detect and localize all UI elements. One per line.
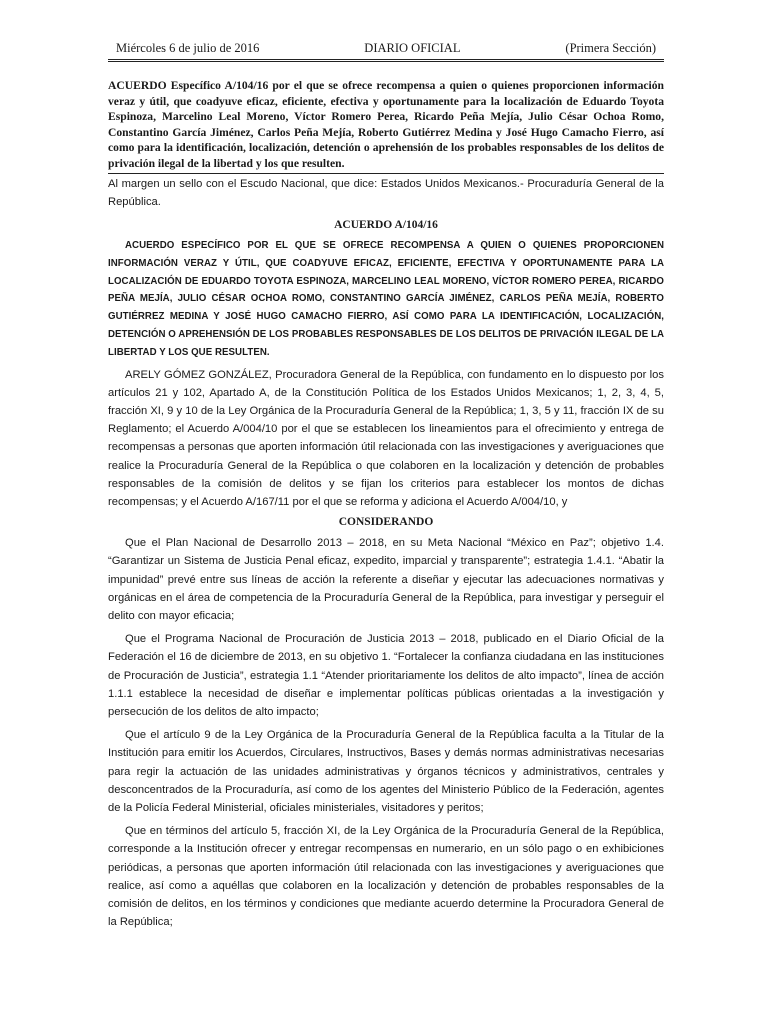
considerando-paragraph: Que el artículo 9 de la Ley Orgánica de la Procuraduría General de la República faculta a la Titular de la Institución para emitir los Acuerdos, Circulares, Instructivos, Bases y demás normas administrativas necesarias para regir la actuación de las unidades administrativas y órganos técnicos y administrativos, centrales y desconcentrados de la Procuraduría, así como de los agentes del Ministerio Público de la Federación, agentes de la Policía Federal Ministerial, oficiales ministeriales, visitadores y peritos; — [108, 729, 664, 815]
document-page — [108, 40, 664, 931]
considerando-paragraph: Que el Programa Nacional de Procuración de Justicia 2013 – 2018, publicado en el Diario Oficial de la Federación el 16 de diciembre de 2013, en su objetivo 1. “Fortalecer la confianza ciudadana en las instituciones de Procuración de Justicia”, estrategia 1.1 “Atender prioritariamente los delitos de alto impacto”, línea de acción 1.1.1 establece la necesidad de diseñar e implementar políticas públicas orientadas a la investigación y persecución de los delitos de alto impacto; — [108, 633, 664, 718]
agreement-caps-title: ACUERDO ESPECÍFICO POR EL QUE SE OFRECE RECOMPENSA A QUIEN O QUIENES PROPORCIONEN INFORMACIÓN VERAZ Y ÚTIL, QUE COADYUVE EFICAZ, EFICIENTE, EFECTIVA Y OPORTUNAMENTE PARA LA LOCALIZACIÓN DE EDUARDO TOYOTA ESPINOZA, MARCELINO LEAL MORENO, VÍCTOR ROMERO PEREA, RICARDO PEÑA MEJÍA, JULIO CÉSAR OCHOA ROMO, CONSTANTINO GARCÍA JIMÉNEZ, CARLOS PEÑA MEJÍA, ROBERTO GUTIÉRREZ MEDINA Y JOSÉ HUGO CAMACHO FIERRO, ASÍ COMO PARA LA IDENTIFICACIÓN, LOCALIZACIÓN, DETENCIÓN O APREHENSIÓN DE LOS PROBABLES RESPONSABLES DE LOS DELITOS DE PRIVACIÓN ILEGAL DE LA LIBERTAD Y LOS QUE RESULTEN. — [108, 239, 664, 358]
agreement-number: ACUERDO A/104/16 — [334, 218, 438, 231]
margin-note: Al margen un sello con el Escudo Nacional, que dice: Estados Unidos Mexicanos.- Procuraduría General de la República. — [108, 177, 664, 208]
considerando-paragraph: Que el Plan Nacional de Desarrollo 2013 – 2018, en su Meta Nacional “México en Paz”; objetivo 1.4. “Garantizar un Sistema de Justicia Penal eficaz, expedito, imparcial y transparente”; estrategia 1.4.1. “Abatir la impunidad” prevé entre sus líneas de acción la referente a diseñar y ejecutar las adecuaciones normativas y orgánicas en el área de competencia de la Procuraduría General de la República, para investigar y perseguir el delito con mayor eficacia; — [108, 537, 664, 622]
header-date: Miércoles 6 de julio de 2016 — [116, 41, 260, 55]
page-header — [108, 40, 664, 60]
header-publication: DIARIO OFICIAL — [364, 41, 461, 55]
document-title: ACUERDO Específico A/104/16 por el que se ofrece recompensa a quien o quienes proporcionen información veraz y útil, que coadyuve eficaz, eficiente, efectiva y oportunamente para la localización de Eduardo Toyota Espinoza, Marcelino Leal Moreno, Víctor Romero Perea, Ricardo Peña Mejía, Julio César Ochoa Romo, Constantino García Jiménez, Carlos Peña Mejía, Roberto Gutiérrez Medina y José Hugo Camacho Fierro, así como para la identificación, localización, detención o aprehensión de los probables responsables de los delitos de privación ilegal de la libertad y los que resulten. — [108, 78, 664, 174]
considerando-paragraph: Que en términos del artículo 5, fracción XI, de la Ley Orgánica de la Procuraduría General de la República, corresponde a la Institución ofrecer y entregar recompensas en numerario, en un sólo pago o en exhibiciones periódicas, a personas que aporten información útil relacionada con las investigaciones y averiguaciones que realice, así como a aquéllas que colaboren en la localización y detención de probables responsables de la comisión de delitos, en los términos y condiciones que mediante acuerdo determine la Procuradora General de la República; — [108, 825, 664, 929]
header-rule — [108, 61, 664, 62]
considerando-heading: CONSIDERANDO — [338, 516, 434, 529]
header-section: (Primera Sección) — [565, 41, 656, 55]
preamble-paragraph: ARELY GÓMEZ GONZÁLEZ, Procuradora General de la República, con fundamento en lo dispuesto por los artículos 21 y 102, Apartado A, de la Constitución Política de los Estados Unidos Mexicanos; 1, 2, 3, 4, 5, fracción XI, 9 y 10 de la Ley Orgánica de la Procuraduría General de la República; 1, 3, 5 y 11, fracción IX de su Reglamento; el Acuerdo A/004/10 por el que se establecen los lineamientos para el ofrecimiento y entrega de recompensas a personas que aporten información útil relacionada con las investigaciones y averiguaciones que realice la Procuraduría General de la República o que colaboren en la localización y detención de probables responsables de la comisión de delitos y se fijan los criterios para establecer los montos de dichas recompensas; y el Acuerdo A/167/11 por el que se reforma y adiciona el Acuerdo A/004/10, y — [108, 368, 664, 508]
